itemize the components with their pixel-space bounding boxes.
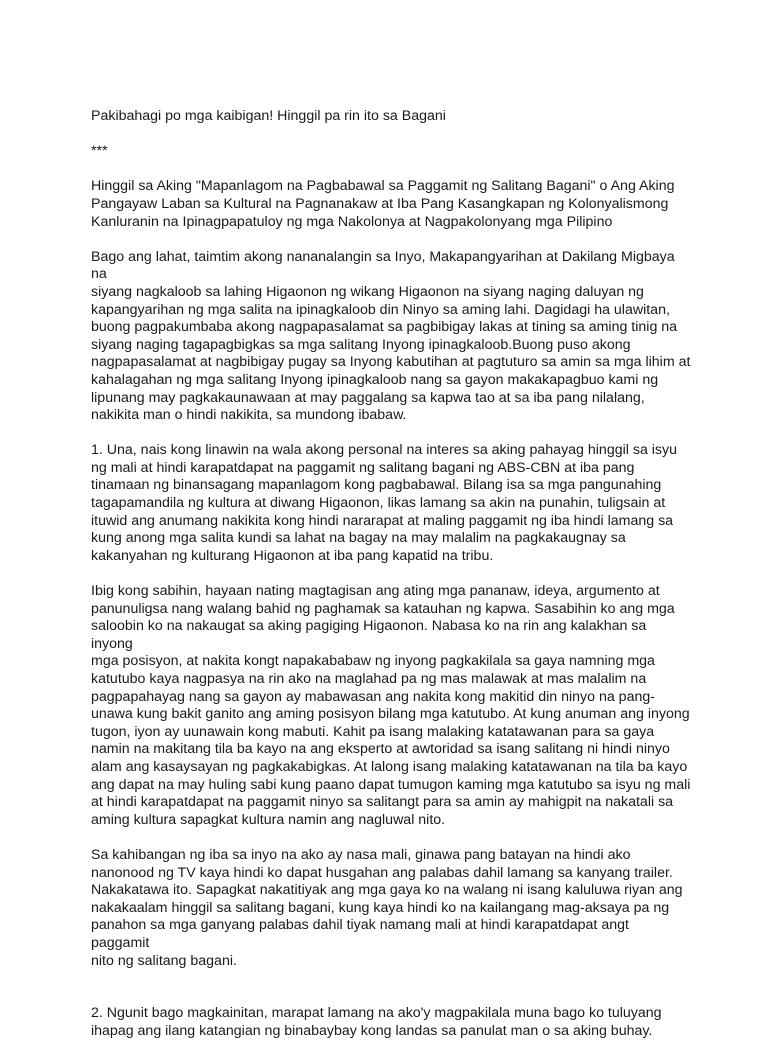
separator: *** — [91, 143, 108, 160]
document-heading: Hinggil sa Aking "Mapanlagom na Pagbabawal sa Paggamit ng Salitang Bagani" o Ang Aking Pangayaw Laban sa Kultural na Pagnanakaw at Iba Pang Kasangkapan ng Kolonyalismong Kanluranin na Ipinagpapatuloy ng mga Nakolonya at Nagpakolonyang mga Pilipino — [91, 178, 675, 230]
intro-line: Pakibahagi po mga kaibigan! Hinggil pa rin ito sa Bagani — [91, 108, 446, 124]
paragraph-clarification: Ibig kong sabihin, hayaan nating magtagisan ang ating mga pananaw, ideya, argumento at panunuligsa nang walang bahid ng paghamak sa katauhan ng kapwa. Sasabihin ko ang mga saloobin ko na nakaugat sa aking pagiging Higaonon. Nabasa ko na rin ang kalakhan sa inyong mga posisyon, at nakita kongt napakababaw ng inyong pagkakilala sa gaya namning mga katutubo kaya nagpasya na rin ako na maglahad pa ng mas malawak at mas malalim na pagpapahayag nang sa gayon ay mabawasan ang nakita kong makitid din ninyo na pang- unawa kung bakit ganito ang aming posisyon bilang mga katutubo. At kung anuman ang inyong tugon, iyon ay uunawain kong mabuti. Kahit pa isang malaking katatawanan para sa gaya namin na makitang tila ba kayo na ang eksperto at awtoridad sa isang salitang ni hindi ninyo alam ang kasaysayan ng pagkakabigkas. At lalong isang malaking katatawanan na tila ba kayo ang dapat na may huling sabi kung paano dapat tumugon kaming mga katutubo sa isyu ng mali at hindi karapatdapat na paggamit ninyo sa salitangt para sa amin ay mahigpit na nakatali sa aming kultura sapagkat kultura namin ang nagluwal nito. — [91, 583, 691, 828]
paragraph-response: Sa kahibangan ng iba sa inyo na ako ay nasa mali, ginawa pang batayan na hindi ako nanonood ng TV kaya hindi ko dapat husgahan ang palabas dahil lamang sa kanyang trailer. Nakakatawa ito. Sapagkat nakatitiyak ang mga gaya ko na walang ni isang kaluluwa riyan ang nakakaalam hinggil sa salitang bagani, kung kaya hindi ko na kailangang mag-aksaya pa ng panahon sa mga ganyang palabas dahil tiyak namang mali at hindi karapatdapat angt paggamit nito ng salitang bagani. — [91, 846, 683, 969]
paragraph-point-two: 2. Ngunit bago magkainitan, marapat lamang na ako'y magpakilala muna bago ko tuluyang ihapag ang ilang katangian ng binabaybay kong landas sa panulat man o sa aking buhay. — [91, 1005, 662, 1039]
document-body — [91, 108, 691, 1058]
paragraph-point-one: 1. Una, nais kong linawin na wala akong personal na interes sa aking pahayag hinggil sa isyu ng mali at hindi karapatdapat na paggamit ng salitang bagani ng ABS-CBN at iba pang tinamaan ng binansagang mapanlagom kong pagbabawal. Bilang isa sa mga pangunahing tagapamandila ng kultura at diwang Higaonon, likas lamang sa akin na punahin, tuligsain at ituwid ang anumang nakikita kong hindi nararapat at maling paggamit ng iba hindi lamang sa kung anong mga salita kundi sa lahat na bagay na may malalim na pagkakaugnay sa kakanyahan ng kulturang Higaonon at iba pang kapatid na tribu. — [91, 442, 678, 564]
paragraph-acknowledgement: Bago ang lahat, taimtim akong nananalangin sa Inyo, Makapangyarihan at Dakilang Migbaya na siyang nagkaloob sa lahing Higaonon ng wikang Higaonon na siyang naging daluyan ng kapangyarihan ng mga salita na ipinagkaloob din Ninyo sa aming lahi. Dagidagi ha ulawitan, buong pagpakumbaba akong nagpapasalamat sa pagbibigay lakas at tining sa aming tinig na siyang naging tagapagbigkas sa mga salitang Inyong ipinagkaloob.Buong puso akong nagpapasalamat at nagbibigay pugay sa Inyong kabutihan at pagtuturo sa amin sa mga lihim at kahalagahan ng mga salitang Inyong ipinagkaloob nang sa gayon makakapagbuo kami ng lipunang may pagkakaunawaan at may paggalang sa kapwa tao at sa iba pang nilalang, nakikita man o hindi nakikita, sa mundong ibabaw. — [91, 248, 691, 424]
